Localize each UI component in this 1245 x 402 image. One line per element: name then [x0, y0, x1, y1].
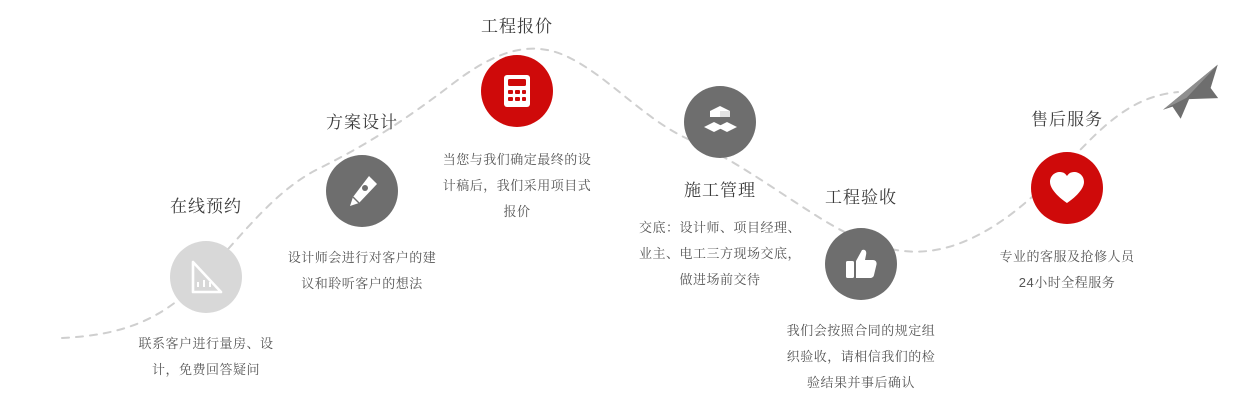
step-title: 方案设计	[326, 113, 398, 132]
calculator-icon	[481, 55, 553, 127]
step-description: 我们会按照合同的规定组织验收，请相信我们的检验结果并事后确认	[786, 323, 936, 390]
boxes-icon	[684, 86, 756, 158]
heart-icon	[1031, 152, 1103, 224]
step-description: 设计师会进行对客户的建议和聆听客户的想法	[287, 250, 437, 291]
pen-nib-icon	[326, 155, 398, 227]
step-title: 工程报价	[481, 17, 553, 36]
process-step-after-sales[interactable]	[967, 105, 1167, 296]
step-description: 专业的客服及抢修人员24小时全程服务	[999, 249, 1135, 290]
process-step-acceptance[interactable]	[761, 183, 961, 396]
step-title: 工程验收	[825, 188, 897, 207]
step-title: 在线预约	[170, 197, 242, 216]
step-title: 售后服务	[1031, 110, 1103, 129]
ruler-triangle-icon	[170, 241, 242, 313]
process-step-project-quote[interactable]	[417, 12, 617, 225]
step-title: 施工管理	[684, 181, 756, 200]
step-description: 交底：设计师、项目经理、业主、电工三方现场交底，做进场前交待	[638, 220, 801, 287]
step-description: 当您与我们确定最终的设计稿后，我们采用项目式报价	[442, 152, 592, 219]
step-description: 联系客户进行量房、设计，免费回答疑问	[138, 336, 274, 377]
thumbs-up-icon	[825, 228, 897, 300]
